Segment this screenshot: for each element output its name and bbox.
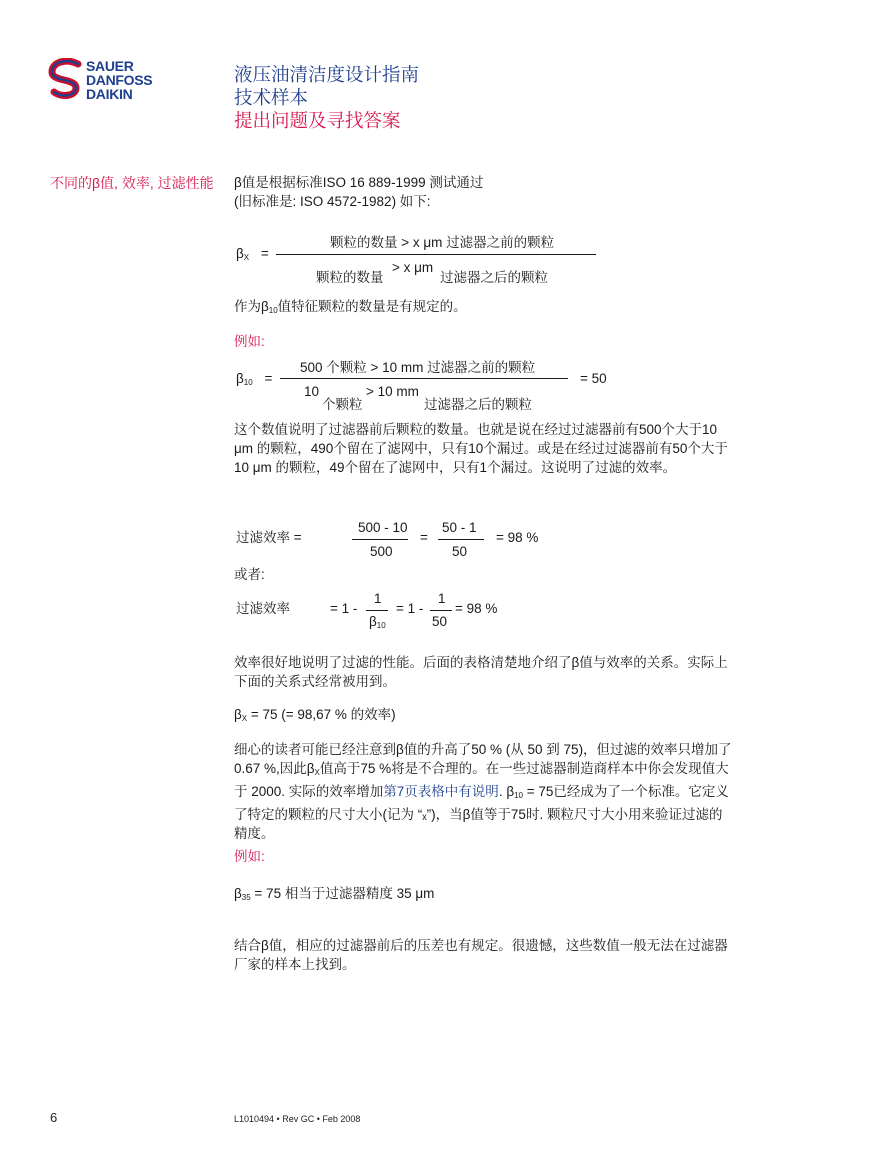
logo-line-2: DANFOSS (86, 72, 153, 88)
example-heading-2: 例如: (234, 849, 265, 864)
formula1-equals: = (260, 246, 269, 261)
formula3-f2-numerator: 50 - 1 (442, 520, 477, 535)
note-beta10 (234, 297, 467, 320)
formula4-f2-bar (430, 610, 452, 611)
formula2-equals: = (264, 371, 273, 386)
formula1-beta: β (236, 246, 244, 261)
beta-x-sub: X (241, 714, 248, 723)
paragraph-3-line-4: 了特定的颗粒的尺寸大小(记为 “ₓ”)，当β值等于75时. 颗粒尺寸大小用来验证过滤的 (234, 807, 723, 822)
formula1-den-mid: > x μm (392, 260, 434, 275)
formula4-part2: = 1 - (396, 601, 424, 616)
paragraph-1 (234, 420, 728, 477)
formula2-beta: β (236, 371, 244, 386)
company-logo (48, 56, 208, 106)
formula4-f1-bar (366, 610, 388, 611)
formula4-part1: = 1 - (330, 601, 358, 616)
page-number: 6 (50, 1110, 58, 1125)
note-beta10-pre: 作为β (234, 299, 269, 314)
formula2-fraction-bar (280, 378, 568, 379)
paragraph-3-line-3-pre: 于 2000. 实际的效率增加 (234, 784, 384, 799)
intro-line-1: β值是根据标准ISO 16 889-1999 测试通过 (234, 175, 484, 190)
formula4-f1-beta-sub: 10 (376, 621, 386, 630)
logo-line-1: SAUER (86, 58, 134, 74)
formula4-f1-beta: β (369, 614, 377, 629)
paragraph-3-line-3-mid: . β (498, 784, 515, 799)
logo-mark-icon (48, 58, 84, 102)
paragraph-1-line-3: 10 μm 的颗粒，49个留在了滤网中，只有1个漏过。这说明了过滤的效率。 (234, 460, 677, 475)
formula3-result: = 98 % (496, 530, 539, 545)
formula1-beta-sub: X (243, 253, 250, 262)
table-reference-link[interactable]: 第7页表格中有说明 (383, 784, 499, 799)
paragraph-4 (234, 936, 728, 974)
formula3-f1-denominator: 500 (370, 544, 393, 559)
formula4-result: = 98 % (455, 601, 498, 616)
formula2-den-top: 10 (304, 384, 320, 399)
formula1-den-left: 颗粒的数量 (316, 270, 384, 285)
formula1-lhs (236, 244, 269, 267)
paragraph-1-line-2: μm 的颗粒，490个留在了滤网中，只有10个漏过。或是在经过过滤器前有50个大于 (234, 441, 728, 456)
paragraph-2-line-1: 效率很好地说明了过滤的性能。后面的表格清楚地介绍了β值与效率的关系。实际上 (234, 655, 728, 670)
beta-x-statement (234, 705, 396, 728)
or-text: 或者: (234, 567, 265, 582)
header-section: 提出问题及寻找答案 (234, 110, 401, 131)
formula1-fraction-bar (276, 254, 596, 255)
beta35-text: = 75 相当于过滤器精度 35 μm (250, 886, 435, 901)
section-label: 不同的β值, 效率, 过滤性能 (50, 175, 214, 191)
beta-x-text: = 75 (= 98,67 % 的效率) (247, 707, 396, 722)
formula1-numerator: 颗粒的数量 > x μm 过滤器之前的颗粒 (330, 235, 555, 250)
header-title: 液压油清洁度设计指南 (234, 64, 420, 85)
formula2-den-left: 个颗粒 (322, 397, 363, 412)
paragraph-3-line-3-sub: 10 (514, 791, 523, 800)
logo-line-3: DAIKIN (86, 86, 133, 102)
formula2-den-mid: > 10 mm (366, 384, 419, 399)
note-beta10-sub: 10 (268, 306, 278, 315)
formula4-f2-numerator: 1 (438, 591, 446, 606)
paragraph-3 (234, 740, 732, 843)
intro-text (234, 173, 483, 211)
formula4-f1-numerator: 1 (374, 591, 382, 606)
formula2-den-right: 过滤器之后的颗粒 (424, 397, 532, 412)
example-heading-1: 例如: (234, 334, 265, 349)
formula4-label: 过滤效率 (236, 601, 290, 616)
document-id: L1010494 • Rev GC • Feb 2008 (234, 1114, 361, 1124)
paragraph-4-line-2: 厂家的样本上找到。 (234, 957, 356, 972)
paragraph-3-line-3-post: = 75已经成为了一个标准。它定义 (523, 784, 729, 799)
paragraph-3-line-2-post: 值高于75 %将是不合理的。在一些过滤器制造商样本中你会发现值大 (319, 761, 729, 776)
formula3-label: 过滤效率 = (236, 530, 302, 545)
formula3-equals: = (420, 530, 428, 545)
formula1-den-right: 过滤器之后的颗粒 (440, 270, 548, 285)
beta35-statement (234, 884, 434, 907)
paragraph-3-line-2-sub: X (314, 768, 320, 777)
formula4-f1-denominator (369, 612, 386, 635)
document-header (234, 63, 419, 132)
paragraph-3-line-2 (234, 759, 732, 782)
formula3-f1-numerator: 500 - 10 (358, 520, 408, 535)
paragraph-4-line-1: 结合β值，相应的过滤器前后的压差也有规定。很遗憾，这些数值一般无法在过滤器 (234, 938, 728, 953)
beta35-sub: 35 (241, 893, 251, 902)
paragraph-3-line-2-pre: 0.67 %,因此β (234, 761, 315, 776)
beta-x-symbol: β (234, 707, 242, 722)
formula3-f2-bar (438, 539, 484, 540)
paragraph-1-line-1: 这个数值说明了过滤器前后颗粒的数量。也就是说在经过过滤器前有500个大于10 (234, 422, 718, 437)
paragraph-3-line-5: 精度。 (234, 826, 275, 841)
formula2-beta-sub: 10 (243, 378, 253, 387)
header-subtitle: 技术样本 (234, 87, 309, 108)
formula2-result: = 50 (580, 371, 607, 386)
paragraph-2 (234, 653, 728, 691)
beta35-symbol: β (234, 886, 242, 901)
formula3-f1-bar (352, 539, 408, 540)
intro-line-2: (旧标准是: ISO 4572-1982) 如下: (234, 194, 431, 209)
formula2-numerator: 500 个颗粒 > 10 mm 过滤器之前的颗粒 (300, 360, 536, 375)
formula3-f2-denominator: 50 (452, 544, 468, 559)
formula2-lhs (236, 369, 272, 392)
formula4-f2-denominator: 50 (432, 614, 448, 629)
note-beta10-post: 值特征颗粒的数量是有规定的。 (277, 299, 467, 314)
paragraph-3-line-3 (234, 782, 732, 805)
paragraph-2-line-2: 下面的关系式经常被用到。 (234, 674, 396, 689)
paragraph-3-line-1: 细心的读者可能已经注意到β值的升高了50 % (从 50 到 75)，但过滤的效率只增加了 (234, 742, 732, 757)
